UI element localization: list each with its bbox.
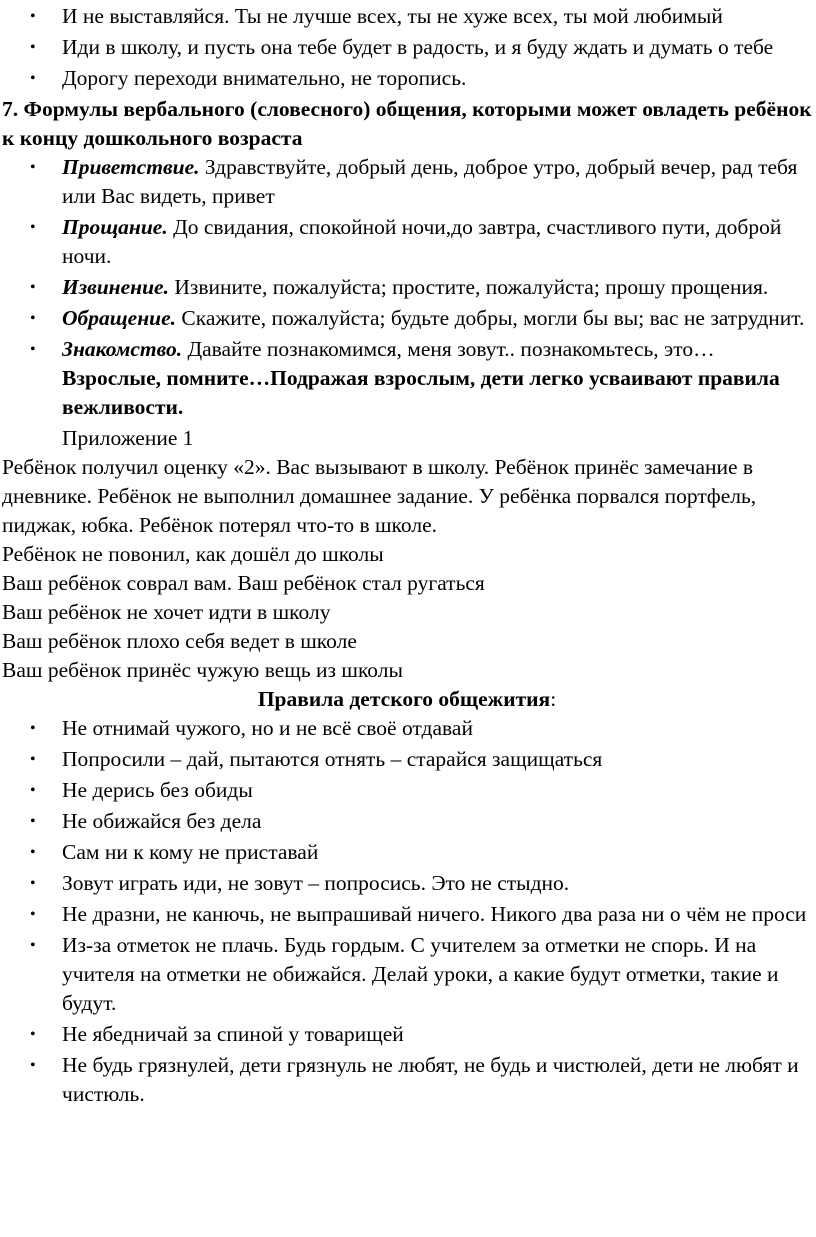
- term-text: До свидания, спокойной ночи,до завтра, счастливого пути, доброй ночи.: [62, 215, 782, 268]
- term: Знакомство.: [62, 337, 183, 361]
- term-text: Скажите, пожалуйста; будьте добры, могли бы вы; вас не затруднит.: [176, 306, 805, 330]
- list-item: • Не дерись без обиды: [2, 776, 812, 805]
- rules-list: [2, 714, 812, 1109]
- term: Извинение.: [62, 275, 169, 299]
- situation-paragraph: Ребёнок получил оценку «2». Вас вызывают в школу. Ребёнок принёс замечание в дневнике. Ребёнок не выполнил домашнее задание. У ребёнка порвался портфель, пиджак, юбка. Ребёнок потерял что-то в школе.: [2, 455, 757, 537]
- appendix-label: Приложение 1: [62, 426, 194, 450]
- situations-block: [2, 453, 812, 685]
- list-item: • Не ябедничай за спиной у товарищей: [2, 1020, 812, 1049]
- rules-heading: [2, 685, 812, 714]
- list-item: • Дорогу переходи внимательно, не торопись.: [2, 64, 812, 93]
- term: Обращение.: [62, 306, 177, 330]
- list-item-farewell: [2, 213, 812, 271]
- situation-line: Ребёнок не повонил, как дошёл до школы: [2, 542, 384, 566]
- situation-line: Ваш ребёнок принёс чужую вещь из школы: [2, 658, 403, 682]
- rules-heading-text: Правила детского общежития: [257, 687, 551, 711]
- list-item: • Из-за отметок не плачь. Будь гордым. С учителем за отметки не спорь. И на учителя на отметки не обижайся. Делай уроки, а какие будут отметки, такие и будут.: [2, 931, 812, 1018]
- list-item: • Иди в школу, и пусть она тебе будет в радость, и я буду ждать и думать о тебе: [2, 33, 812, 62]
- situation-line: Ваш ребёнок не хочет идти в школу: [2, 600, 331, 624]
- term-text: Извините, пожалуйста; простите, пожалуйста; прошу прощения.: [168, 275, 769, 299]
- term-text: Давайте познакомимся, меня зовут.. познакомьтесь, это…: [182, 337, 715, 361]
- list-item-acquaintance: [2, 335, 812, 422]
- list-item: • Не будь грязнулей, дети грязнуль не любят, не будь и чистюлей, дети не любят и чистюль.: [2, 1051, 812, 1109]
- term-text: Здравствуйте, добрый день, доброе утро, добрый вечер, рад тебя или Вас видеть, привет: [62, 155, 798, 208]
- verbal-formulas-list: [2, 153, 812, 422]
- list-item: • И не выставляйся. Ты не лучше всех, ты не хуже всех, ты мой любимый: [2, 2, 812, 31]
- situation-line: Ваш ребёнок соврал вам. Ваш ребёнок стал ругаться: [2, 571, 485, 595]
- list-item: • Сам ни к кому не приставай: [2, 838, 812, 867]
- term: Прощание.: [62, 215, 168, 239]
- list-item: • Не отнимай чужого, но и не всё своё отдавай: [2, 714, 812, 743]
- rules-heading-colon: :: [550, 687, 557, 711]
- situation-line: Ваш ребёнок плохо себя ведет в школе: [2, 629, 357, 653]
- list-item: • Зовут играть иди, не зовут – попросись. Это не стыдно.: [2, 869, 812, 898]
- list-item: • Не дразни, не канючь, не выпрашивай ничего. Никого два раза ни о чём не проси: [2, 900, 812, 929]
- top-list: [2, 2, 812, 93]
- list-item-greeting: [2, 153, 812, 211]
- section-7-heading: 7. Формулы вербального (словесного) общения, которыми может овладеть ребёнок к концу дошкольного возраста: [2, 97, 812, 150]
- adult-note: Взрослые, помните…Подражая взрослым, дети легко усваивают правила вежливости.: [62, 366, 780, 419]
- term: Приветствие.: [62, 155, 200, 179]
- list-item: • Не обижайся без дела: [2, 807, 812, 836]
- list-item-address: [2, 304, 812, 333]
- list-item-apology: [2, 273, 812, 302]
- list-item: • Попросили – дай, пытаются отнять – старайся защищаться: [2, 745, 812, 774]
